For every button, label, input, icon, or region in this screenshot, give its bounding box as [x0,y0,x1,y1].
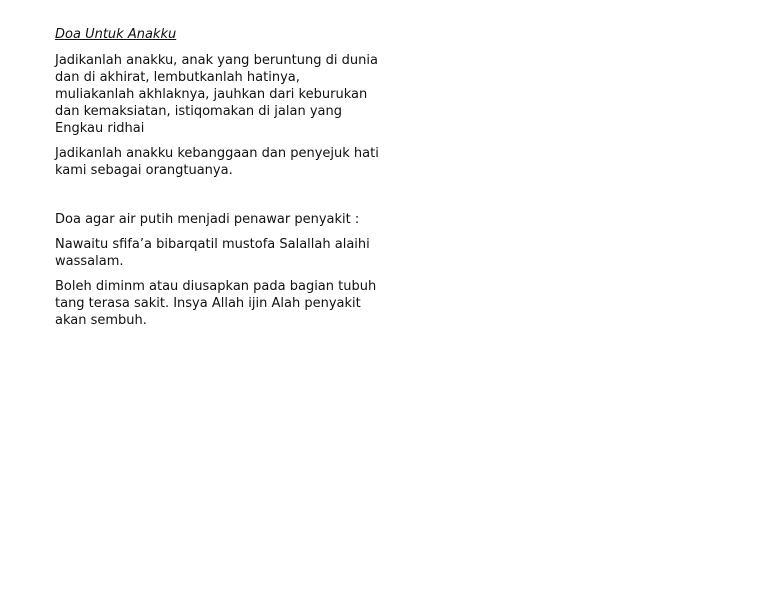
document-title: Doa Untuk Anakku [55,27,177,42]
document-body [55,26,380,337]
section-heading-water-prayer: Doa agar air putih menjadi penawar penyakit : [55,212,360,227]
paragraph-water-prayer: Nawaitu sfifa’a bibarqatil mustofa Salallah alaihi wassalam. [55,237,370,269]
paragraph-spacer [55,187,380,211]
paragraph-prayer-child-1: Jadikanlah anakku, anak yang beruntung di dunia dan di akhirat, lembutkanlah hatinya, muliakanlah akhlaknya, jauhkan dari keburukan dan kemaksiatan, istiqomakan di jalan yang Engkau ridhai [55,53,378,136]
paragraph-usage-instructions: Boleh diminm atau diusapkan pada bagian tubuh tang terasa sakit. Insya Allah ijin Alah penyakit akan sembuh. [55,279,377,328]
paragraph-prayer-child-2: Jadikanlah anakku kebanggaan dan penyejuk hati kami sebagai orangtuanya. [55,146,379,178]
